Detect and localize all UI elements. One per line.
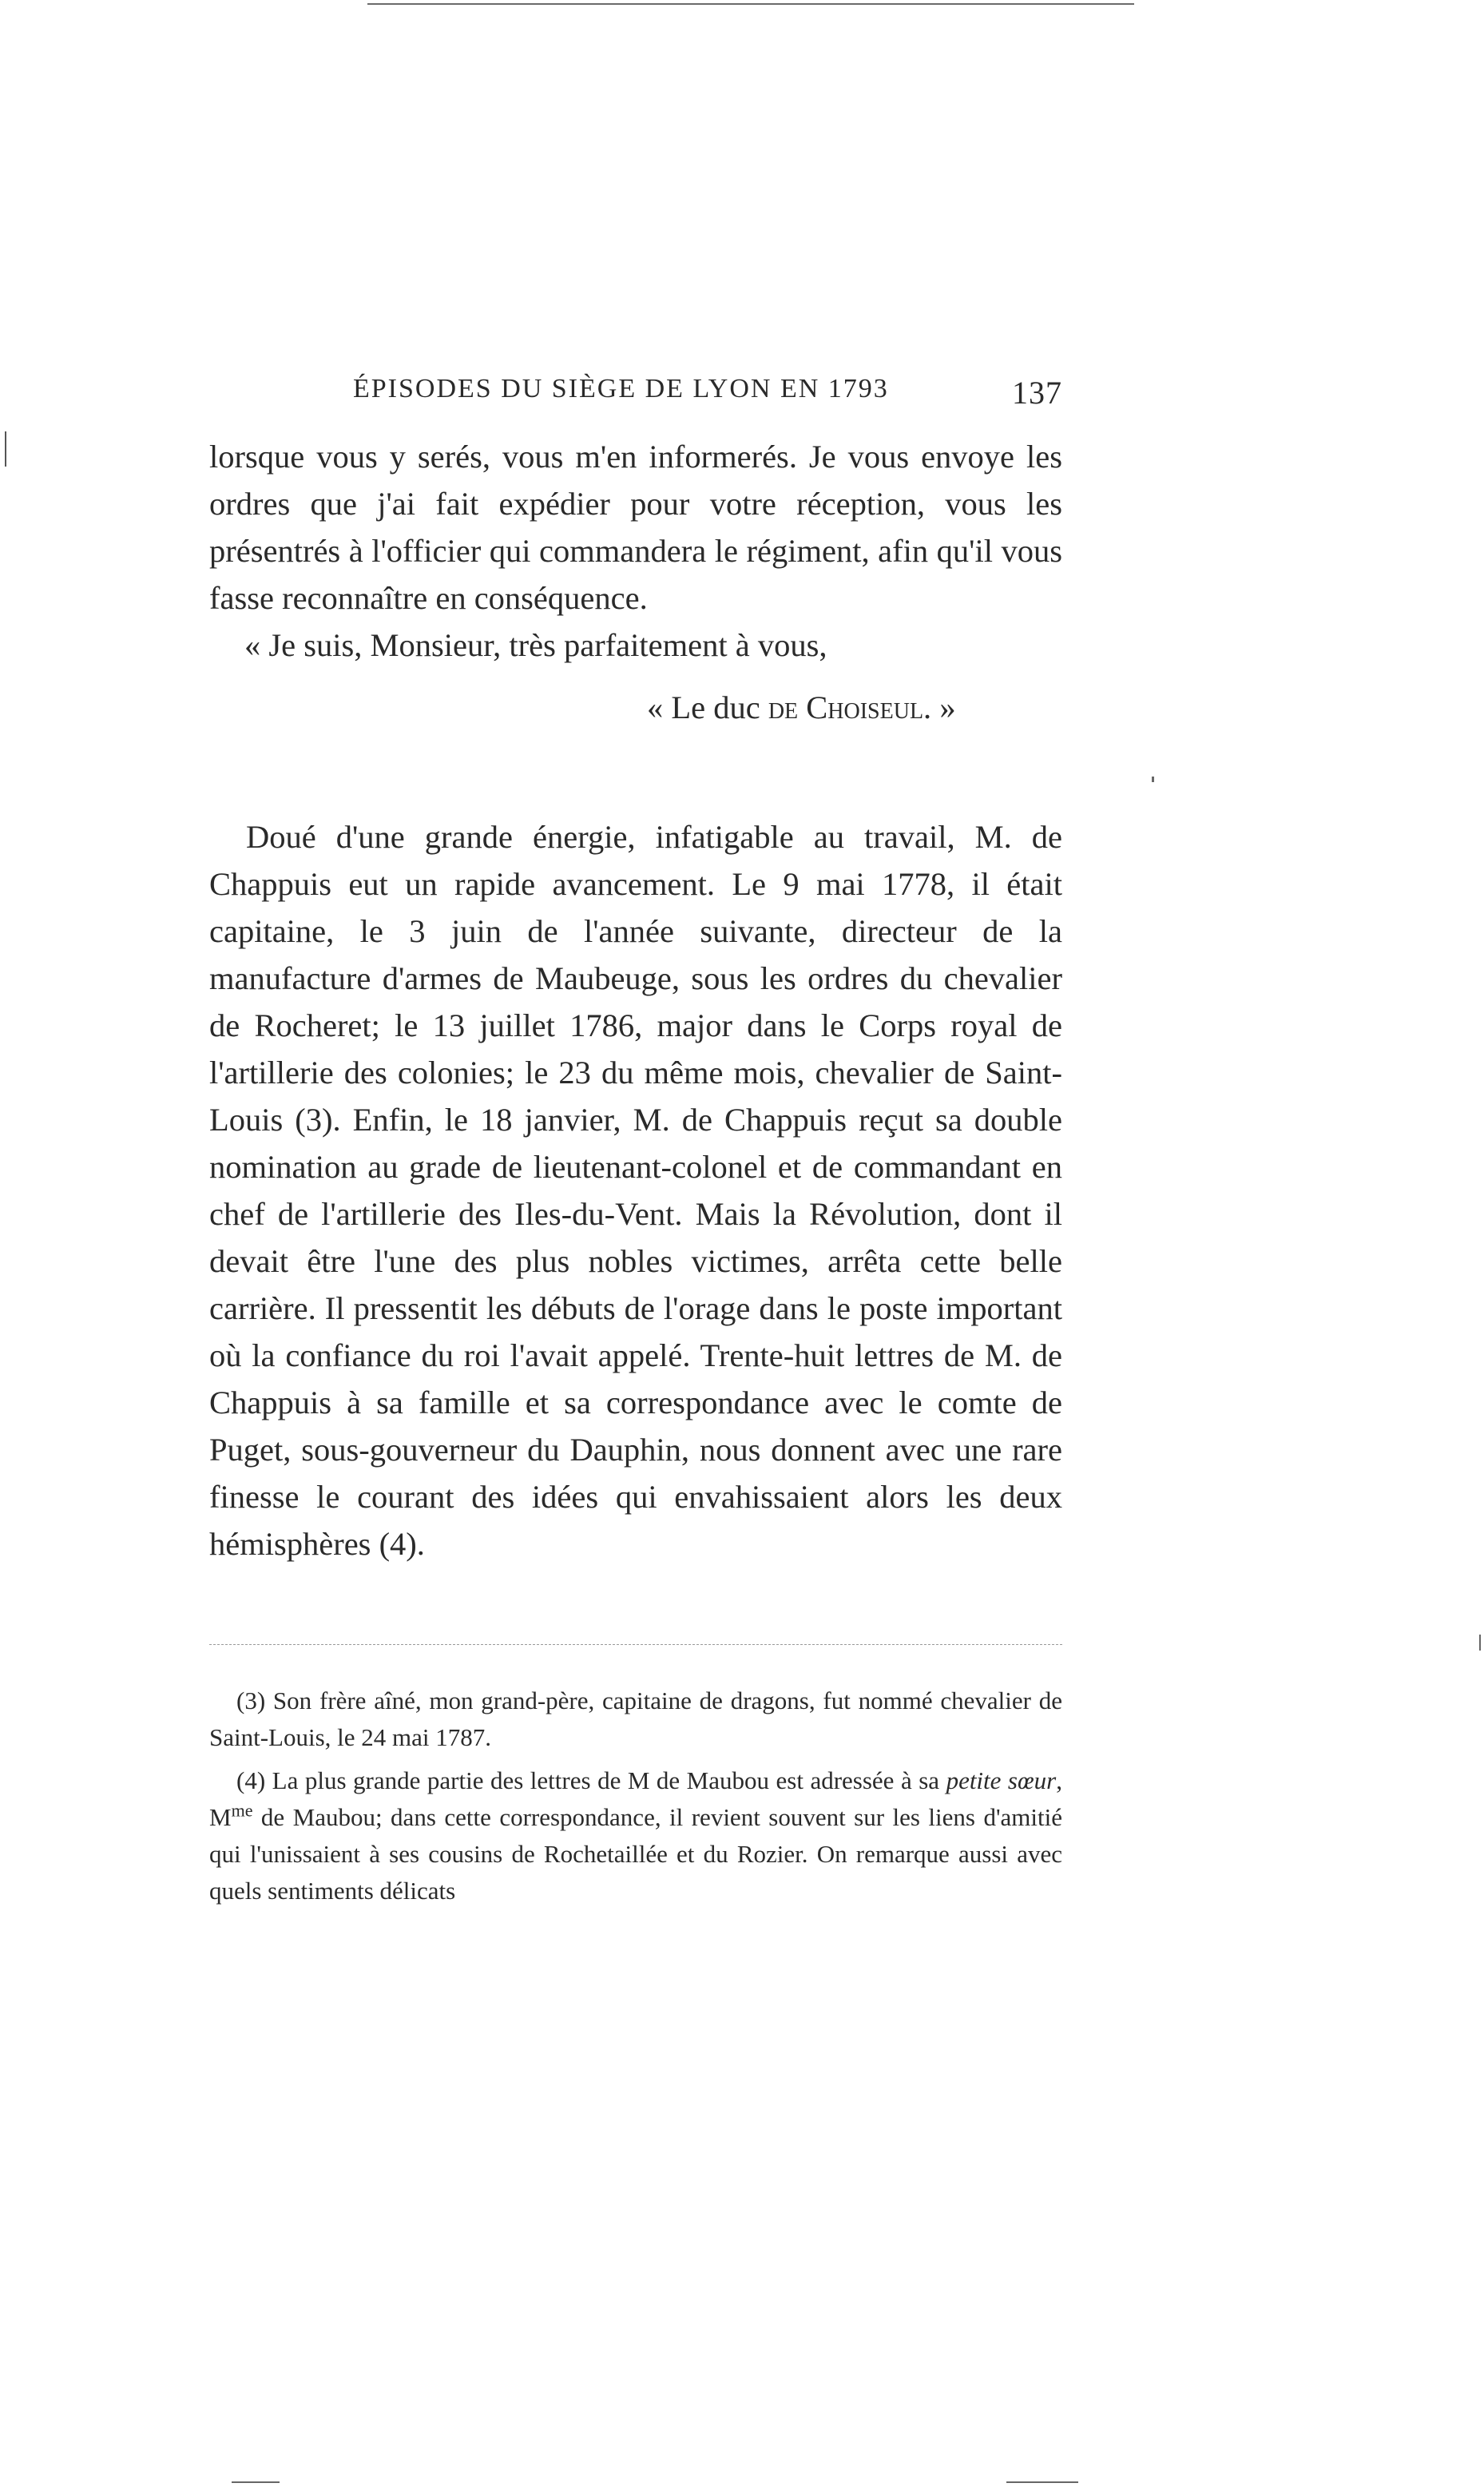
footnote-4-italic: petite sœur bbox=[946, 1766, 1057, 1794]
running-head-title: ÉPISODES DU SIÈGE DE LYON EN 1793 bbox=[353, 374, 889, 403]
running-head bbox=[209, 374, 1062, 414]
letter-text: lorsque vous y serés, vous m'en informerés. Je vous envoye les ordres que j'ai fait expédier pour votre réception, vous les présentrés à l'officier qui commandera le régiment, afin qu'il vous fasse reconnaître en conséquence. bbox=[209, 439, 1062, 616]
signature-name: de Choiseul. bbox=[768, 689, 932, 725]
signature-prefix: « Le duc bbox=[647, 689, 768, 725]
scan-edge-mark bbox=[232, 2481, 280, 2483]
scan-margin-mark bbox=[5, 431, 6, 467]
footnote-4-part-c: de Maubou; dans cette correspondance, il revient souvent sur les liens d'amitié qui l'unissaient à ses cousins de Rochetaillée et du Rozier. On remarque aussi avec quels sentiments délicats bbox=[209, 1803, 1062, 1905]
scan-edge-rule bbox=[367, 3, 1134, 5]
footnote-3: (3) Son frère aîné, mon grand-père, capitaine de dragons, fut nommé chevalier de Saint-Louis, le 24 mai 1787. bbox=[209, 1686, 1062, 1751]
footnotes bbox=[209, 1683, 1062, 1916]
main-paragraph bbox=[209, 813, 1062, 1567]
scan-edge-mark bbox=[1006, 2481, 1078, 2483]
footnote-4 bbox=[209, 1762, 1062, 1909]
main-paragraph-text: Doué d'une grande énergie, infatigable au travail, M. de Chappuis eut un rapide avancement. Le 9 mai 1778, il était capitaine, le 3 juin de l'année suivante, directeur de la manufacture d'armes de Maubeuge, sous les ordres du chevalier de Rocheret; le 13 juillet 1786, major dans le Corps royal de l'artillerie des colonies; le 23 du même mois, chevalier de Saint-Louis (3). Enfin, le 18 janvier, M. de Chappuis reçut sa double nomination au grade de lieutenant-colonel et de commandant en chef de l'artillerie des Iles-du-Vent. Mais la Révolution, dont il devait être l'une des plus nobles victimes, arrêta cette belle carrière. Il pressentit les débuts de l'orage dans le poste important où la confiance du roi l'avait appelé. Trente-huit lettres de M. de Chappuis à sa famille et sa correspondance avec le comte de Puget, sous-gouverneur du Dauphin, nous donnent avec une rare finesse le courant des idées qui envahissaient alors les deux hémisphères (4). bbox=[209, 819, 1062, 1562]
footnote-4-superscript: me bbox=[231, 1800, 253, 1821]
footnote-separator bbox=[209, 1644, 1062, 1645]
footnote-4-part-a: (4) La plus grande partie des lettres de M de Maubou est adressée à sa bbox=[236, 1766, 946, 1794]
letter-excerpt bbox=[209, 433, 1062, 669]
page-number: 137 bbox=[1012, 375, 1062, 411]
scan-speck bbox=[1152, 777, 1154, 782]
letter-closing: « Je suis, Monsieur, très parfaitement à vous, bbox=[244, 627, 827, 663]
footnote-4-part-b: , M bbox=[209, 1766, 1062, 1831]
letter-signature bbox=[647, 689, 956, 726]
signature-suffix: » bbox=[931, 689, 956, 725]
scan-speck bbox=[1479, 1635, 1481, 1651]
